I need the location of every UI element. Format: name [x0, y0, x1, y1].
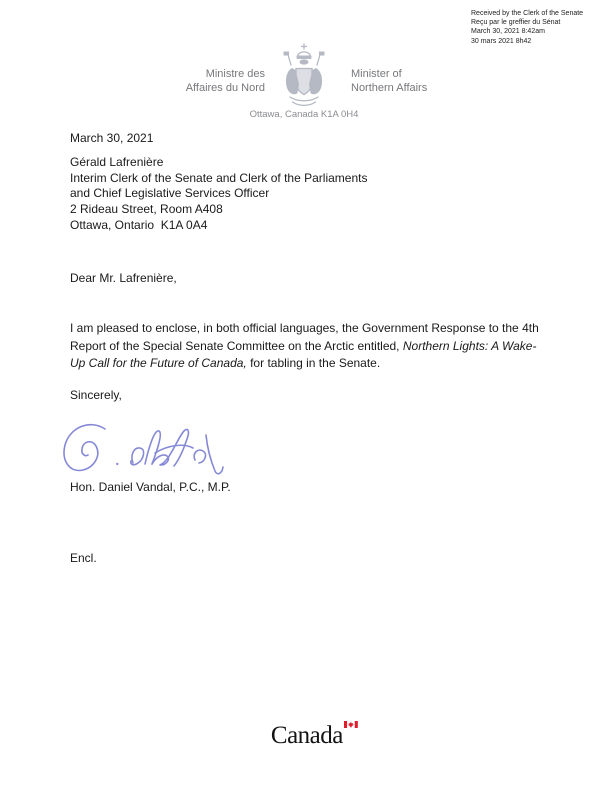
recipient-name: Gérald Lafrenière: [70, 155, 164, 169]
enclosure-note: Encl.: [70, 551, 97, 565]
closing: Sincerely,: [70, 388, 122, 402]
minister-title-english: [351, 68, 427, 95]
signature-strokes: [64, 425, 223, 474]
letter-date: March 30, 2021: [70, 131, 154, 145]
stamp-line: March 30, 2021 8:42am: [471, 28, 545, 36]
minister-title-fr-line2: Affaires du Nord: [185, 81, 265, 94]
minister-title-en-line1: Minister of: [351, 68, 402, 80]
recipient-address-block: [70, 155, 367, 234]
minister-title-fr-line1: Ministre des: [205, 68, 265, 80]
stamp-line: 30 mars 2021 8h42: [471, 37, 532, 45]
body-paragraph: [70, 320, 542, 373]
paragraph-text: for tabling in the Senate.: [246, 356, 381, 371]
recipient-city: Ottawa, Ontario K1A 0A4: [70, 217, 208, 232]
paragraph-text: I am pleased to enclose, in both official languages, the Government Response to the 4th Report of the Special Senate Committee on the Arctic entitled,: [70, 321, 539, 353]
letterhead-address: Ottawa, Canada K1A 0H4: [249, 109, 359, 120]
canada-wordmark: [271, 723, 343, 748]
crest-fills: [284, 52, 325, 95]
recipient-title-line: Interim Clerk of the Senate and Clerk of the Parliaments: [70, 170, 368, 185]
minister-title-en-line2: Northern Affairs: [351, 81, 428, 94]
handwritten-signature-icon: [60, 417, 230, 479]
canada-wordmark-text: Canada: [270, 722, 343, 749]
canada-coat-of-arms-icon: [282, 43, 326, 109]
received-stamp: [471, 9, 583, 46]
recipient-title-line: and Chief Legislative Services Officer: [70, 186, 270, 201]
signer-name: Hon. Daniel Vandal, P.C., M.P.: [70, 480, 231, 494]
stamp-line: Received by the Clerk of the Senate: [471, 10, 584, 17]
recipient-street: 2 Rideau Street, Room A408: [70, 202, 223, 217]
stamp-line: Reçu par le greffier du Sénat: [471, 19, 561, 27]
salutation: Dear Mr. Lafrenière,: [70, 271, 177, 285]
canada-flag-icon: [344, 721, 358, 728]
report-title-italic: Northern Lights: A Wake-Up Call for the Future of Canada,: [70, 338, 537, 371]
minister-title-french: [186, 68, 265, 95]
